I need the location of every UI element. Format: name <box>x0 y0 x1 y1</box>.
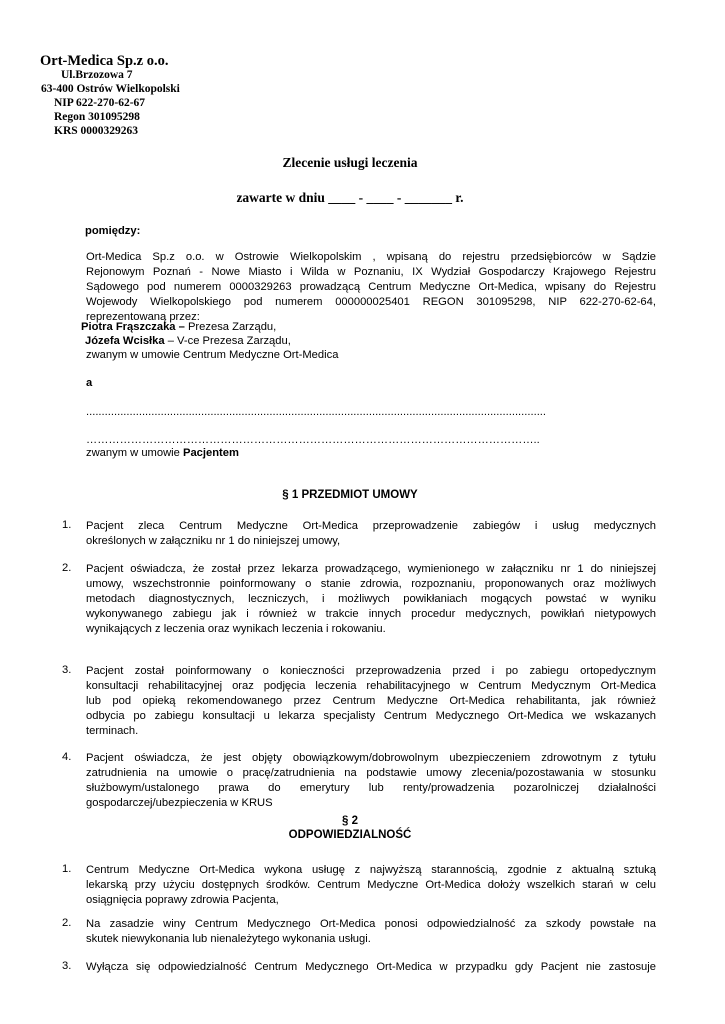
item-line: konsultacji rehabilitacyjnej oraz podjęcia leczenia rehabilitacyjnego w Centrum Medycznym Ort-Medica <box>86 680 656 692</box>
company-nip: NIP 622-270-62-67 <box>54 97 146 109</box>
item-line: lub pod opieką rekomendowanego przez Centrum Medyczne Ort-Medica rehabilitanta, jak również <box>86 695 656 707</box>
between-label: pomiędzy: <box>85 225 141 237</box>
item-line: wynikających z leczenia oraz wynikach leczenia i rokowaniu. <box>86 623 386 635</box>
item-line: Pacjent został poinformowany o konieczności przeprowadzenia przed i po zabiegu ortopedycznym <box>86 665 656 677</box>
item-line: Pacjent oświadcza, że został przez lekarza prowadzącego, wymienionego w załączniku nr 1 do niniejszej <box>86 563 656 575</box>
item-number: 1. <box>62 519 72 531</box>
item-line: terminach. <box>86 725 139 737</box>
rep2-name: Józefa Wcisłka <box>85 335 165 347</box>
item-line: metodach diagnostycznych, leczniczych, i możliwych powikłaniach mogących powstać w wyniku <box>86 593 656 605</box>
section2-heading: ODPOWIEDZIALNOŚĆ <box>288 829 412 841</box>
party2-blank-line-2: ………………………………………………………………………………………………………….. <box>86 434 540 446</box>
party1-line: Wojewody Wielkopolskiego pod numerem 000000025401 REGON 301095298, NIP 622-270-62-64, <box>86 296 656 308</box>
representative-1 <box>81 320 276 335</box>
item-line: Centrum Medyczne Ort-Medica wykona usługę z najwyższą starannością, zgodnie z aktualną sztuką <box>86 864 656 876</box>
item-line: Pacjent oświadcza, że jest objęty obowiązkowym/dobrowolnym ubezpieczeniem zdrowotnym z tytułu <box>86 752 656 764</box>
party1-line: Ort-Medica Sp.z o.o. w Ostrowie Wielkopolskim , wpisaną do rejestru przedsiębiorców w Sądzie <box>86 251 656 263</box>
item-line: służbowym/ustalonego prawa do emerytury lub renty/prowadzenia pozarolniczej działalności <box>86 782 656 794</box>
item-line: wykonywanego zabiegu jak i również w trakcie innych procedur medycznych, powikłań nietypowych <box>86 608 656 620</box>
item-number: 2. <box>62 562 72 574</box>
item-number: 3. <box>62 664 72 676</box>
item-line: określonych w załączniku nr 1 do niniejszej umowy, <box>86 535 341 547</box>
section2-number: § 2 <box>342 815 358 827</box>
section1-heading: § 1 PRZEDMIOT UMOWY <box>282 489 418 501</box>
company-city: 63-400 Ostrów Wielkopolski <box>41 83 180 95</box>
party1-block <box>86 250 656 325</box>
item-number: 2. <box>62 917 72 929</box>
company-street: Ul.Brzozowa 7 <box>61 69 133 81</box>
document-title: Zlecenie usługi leczenia <box>282 155 418 170</box>
item-number: 4. <box>62 751 72 763</box>
party1-line: Rejonowym Poznań - Nowe Miasto i Wilda w Poznaniu, IX Wydział Gospodarczy Krajowego Rejestru <box>86 266 656 278</box>
rep1-name: Piotra Frąszczaka – <box>81 321 185 333</box>
rep2-role: – V-ce Prezesa Zarządu, <box>164 335 291 347</box>
item-line: gospodarczej/ubezpieczenia w KRUS <box>86 797 273 809</box>
item-line: zatrudnienia na umowie o pracę/zatrudnienia na podstawie umowy zlecenia/pozostawania w stosunku <box>86 767 656 779</box>
date-line: zawarte w dniu ____ - ____ - _______ r. <box>236 190 464 205</box>
item-line: Wyłącza się odpowiedzialność Centrum Medycznego Ort-Medica w przypadku gdy Pacjent nie zastosuje <box>86 961 656 973</box>
party1-called: zwanym w umowie Centrum Medyczne Ort-Medica <box>86 349 339 361</box>
company-name: Ort-Medica Sp.z o.o. <box>40 53 169 69</box>
item-line: Na zasadzie winy Centrum Medycznego Ort-Medica ponosi odpowiedzialność za szkody powstałe na <box>86 918 656 930</box>
item-line: osiągnięcia poprawy zdrowia Pacjenta, <box>86 894 279 906</box>
patient-called <box>86 446 239 461</box>
and-label: a <box>86 377 93 389</box>
patient-called-term: Pacjentem <box>182 447 239 459</box>
item-line: Pacjent zleca Centrum Medyczne Ort-Medica przeprowadzenie zabiegów i usług medycznych <box>86 520 656 532</box>
patient-called-prefix: zwanym w umowie <box>86 447 183 459</box>
item-line: odbycia po zabiegu konsultacji u lekarza specjalisty Centrum Medycznego Ort-Medica we wskazanych <box>86 710 656 722</box>
item-line: skutek niewykonania lub nienależytego wykonania usługi. <box>86 933 371 945</box>
item-number: 3. <box>62 960 72 972</box>
item-number: 1. <box>62 863 72 875</box>
party1-line: Sądowego pod numerem 0000329263 prowadzącą Centrum Medyczne Ort-Medica, wpisany do Rejestru <box>86 281 656 293</box>
rep1-role: Prezesa Zarządu, <box>184 321 277 333</box>
party2-blank-line-1: .................................................................................................................................................... <box>86 406 547 418</box>
item-line: umowy, wszechstronnie poinformowany o stanie zdrowia, rozpoznaniu, proponowanych oraz możliwych <box>86 578 656 590</box>
representative-2 <box>85 334 291 349</box>
item-line: lekarską przy użyciu dostępnych środków. Centrum Medyczne Ort-Medica dołoży wszelkich starań w celu <box>86 879 656 891</box>
company-regon: Regon 301095298 <box>54 111 140 123</box>
party1-line: reprezentowaną przez: <box>86 311 200 323</box>
company-krs: KRS 0000329263 <box>54 125 139 137</box>
